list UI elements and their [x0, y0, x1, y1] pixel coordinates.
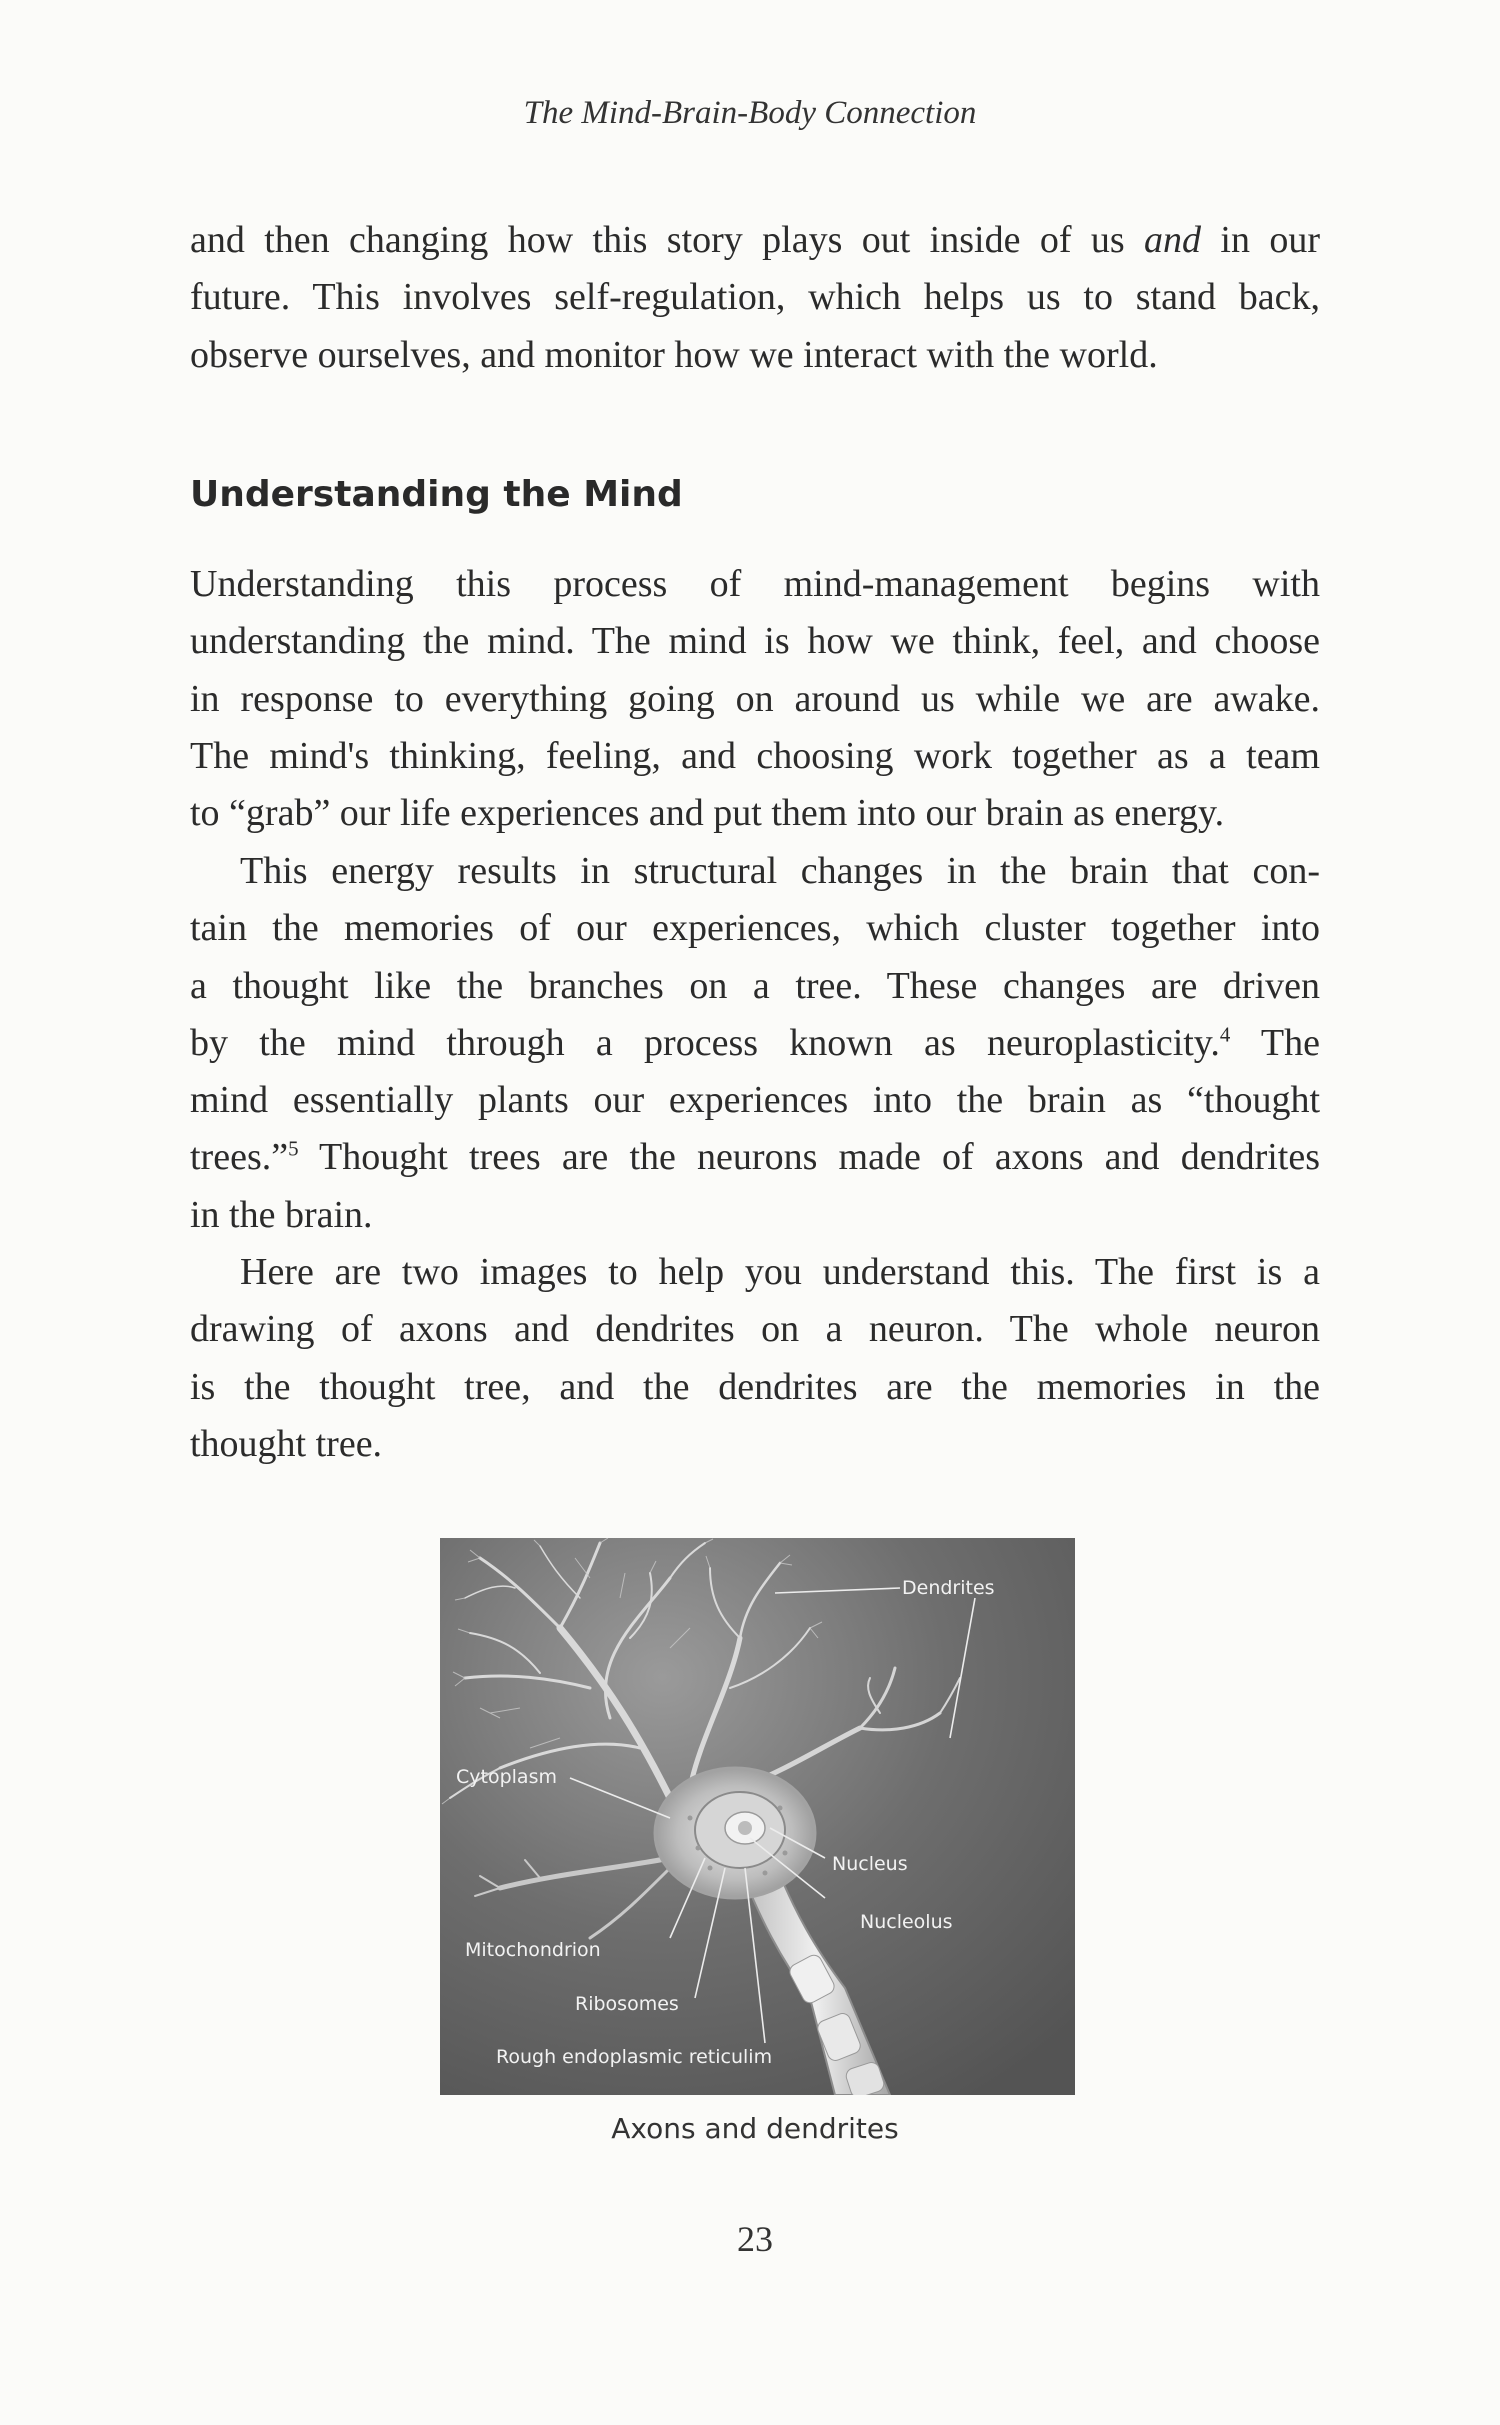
- text-line: to “grab” our life experiences and put them into our brain as energy.: [190, 792, 1225, 835]
- footnote-ref[interactable]: 4: [1219, 1022, 1231, 1047]
- text-line: mind essentially plants our experiences into the brain as “thought: [190, 1079, 1320, 1122]
- text-line: observe ourselves, and monitor how we interact with the world.: [190, 333, 1158, 376]
- label-dendrites: Dendrites: [902, 1577, 995, 1599]
- text-line: thought tree.: [190, 1422, 383, 1465]
- label-cytoplasm: Cytoplasm: [456, 1766, 557, 1788]
- text-line: tain the memories of our experiences, which cluster together into: [190, 907, 1320, 950]
- text-line: a thought like the branches on a tree. These changes are driven: [190, 964, 1320, 1007]
- text-line: drawing of axons and dendrites on a neuron. The whole neuron: [190, 1308, 1320, 1351]
- text-line: is the thought tree, and the dendrites are the memories in the: [190, 1365, 1320, 1408]
- label-ribosomes: Ribosomes: [575, 1993, 679, 2015]
- label-rough-er: Rough endoplasmic reticulim: [496, 2046, 773, 2068]
- page-number: 23: [737, 2219, 773, 2259]
- label-mitochondrion: Mitochondrion: [465, 1939, 601, 1961]
- figure-caption: Axons and dendrites: [611, 2112, 899, 2145]
- text-line: in the brain.: [190, 1193, 373, 1236]
- footnote-ref[interactable]: 5: [288, 1136, 299, 1161]
- section-heading: Understanding the Mind: [190, 474, 683, 515]
- label-nucleolus: Nucleolus: [860, 1911, 953, 1933]
- text-line: in response to everything going on around us while we are awake.: [190, 677, 1320, 720]
- text-line: trees.”$^5$ Thought trees are the neurons made of axons and dendrites: [190, 1136, 1320, 1179]
- neuron-illustration: [440, 1538, 1075, 2095]
- text-line: Here are two images to help you understand this. The first is a: [240, 1251, 1320, 1293]
- paragraph-3: [190, 1244, 1320, 1473]
- paragraph-2: [190, 843, 1320, 1244]
- neuron-figure: [440, 1538, 1075, 2095]
- text-line: future. This involves self-regulation, which helps us to stand back,: [190, 276, 1320, 319]
- label-nucleus: Nucleus: [832, 1853, 908, 1875]
- text-line: by the mind through a process known as neuroplasticity.$^4$ The: [190, 1021, 1320, 1064]
- text-line: This energy results in structural changes in the brain that con-: [240, 850, 1320, 892]
- text-line: The mind's thinking, feeling, and choosing work together as a team: [190, 734, 1320, 777]
- text-line: Understanding this process of mind-management begins with: [190, 563, 1320, 605]
- text-line: and then changing how this story plays out inside of us and in our: [190, 219, 1320, 261]
- cell-body: [655, 1768, 815, 1898]
- text-line: understanding the mind. The mind is how we think, feel, and choose: [190, 620, 1320, 663]
- paragraph-1: [190, 556, 1320, 842]
- running-head: The Mind-Brain-Body Connection: [523, 95, 977, 131]
- intro-paragraph: [190, 212, 1320, 384]
